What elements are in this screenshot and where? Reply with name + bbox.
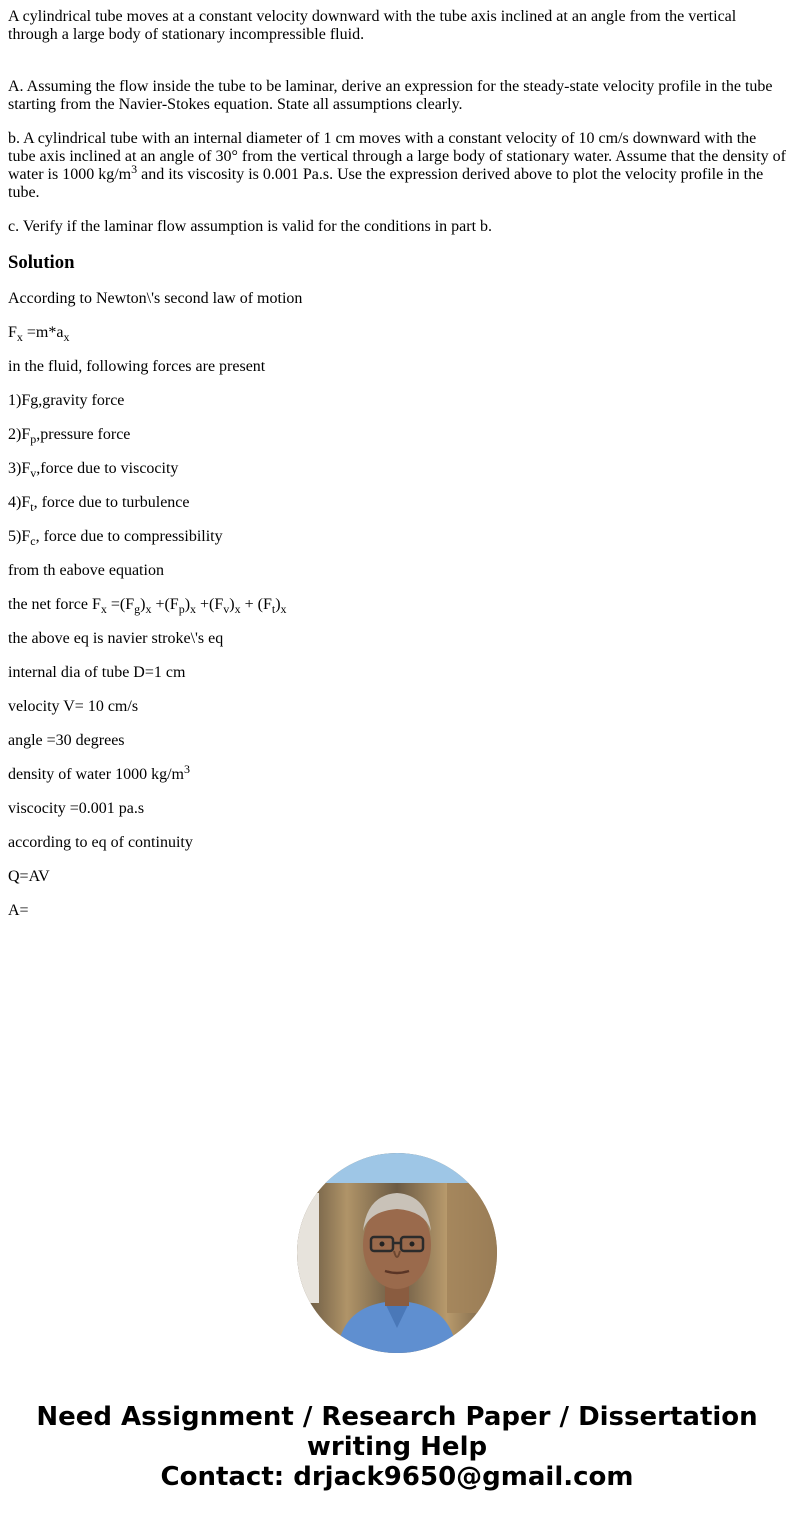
given-density: density of water 1000 $kg/m^3$	[8, 762, 190, 783]
given-viscosity: viscocity =0.001 pa.s	[8, 800, 145, 817]
given-velocity: velocity V= 10 cm/s	[8, 698, 139, 715]
continuity-text: according to eq of continuity	[8, 834, 193, 851]
force-item-turbulence: $4)F_t$, force due to turbulence	[8, 494, 190, 514]
footer-line-1: Need Assignment / Research Paper / Dissertation	[36, 1402, 758, 1432]
question-part-b: b. A cylindrical tube with an internal diameter of 1 cm moves with a constant velocity of 10 cm/s downward with the tube axis inclined at an angle of 30° from the vertical through a large body of stationary water. Assume that the density of water is 1000 $kg/m^3$ and its viscosity is 0.001 Pa.s. Use the expression derived above to plot the velocity profile in the tube.	[8, 130, 786, 201]
forces-intro: in the fluid, following forces are present	[8, 358, 266, 375]
given-diameter: internal dia of tube D=1 cm	[8, 664, 186, 681]
author-portrait-image	[297, 1153, 497, 1353]
force-item-viscosity: $3)F_v,force$ due to viscocity	[8, 460, 179, 480]
equation-fx: $F_x =m*a_x$	[8, 324, 70, 344]
from-above-text: from th eabove equation	[8, 562, 164, 579]
force-item-gravity: 1)Fg,gravity force	[8, 392, 125, 409]
net-force-equation: the net force $F_x =(F_g)_x +(F_p)_x +(F_v)_x + (F_t)_x$	[8, 596, 287, 616]
footer-promo	[0, 1402, 794, 1492]
navier-stokes-text: the above eq is navier stroke\'s eq	[8, 630, 224, 647]
force-item-pressure: $2)F_p,pressure$ force	[8, 426, 131, 446]
continuity-equation: Q=AV	[8, 868, 50, 885]
force-item-compressibility: $5)F_c$, force due to compressibility	[8, 528, 223, 548]
author-avatar	[297, 1153, 497, 1353]
area-equation: A=	[8, 902, 29, 919]
given-angle: angle =30 degrees	[8, 732, 125, 749]
solution-heading: Solution	[8, 252, 75, 273]
footer-line-2: writing Help	[306, 1432, 488, 1462]
footer-contact: Contact: drjack9650@gmail.com	[160, 1462, 634, 1492]
question-part-c: c. Verify if the laminar flow assumption is valid for the conditions in part b.	[8, 218, 493, 235]
newton-law-text: According to Newton\'s second law of motion	[8, 290, 303, 307]
question-intro: A cylindrical tube moves at a constant velocity downward with the tube axis inclined at an angle from the vertical through a large body of stationary incompressible fluid.	[8, 8, 737, 43]
question-part-a: A. Assuming the flow inside the tube to be laminar, derive an expression for the steady-state velocity profile in the tube starting from the Navier-Stokes equation. State all assumptions clearly.	[8, 78, 773, 113]
